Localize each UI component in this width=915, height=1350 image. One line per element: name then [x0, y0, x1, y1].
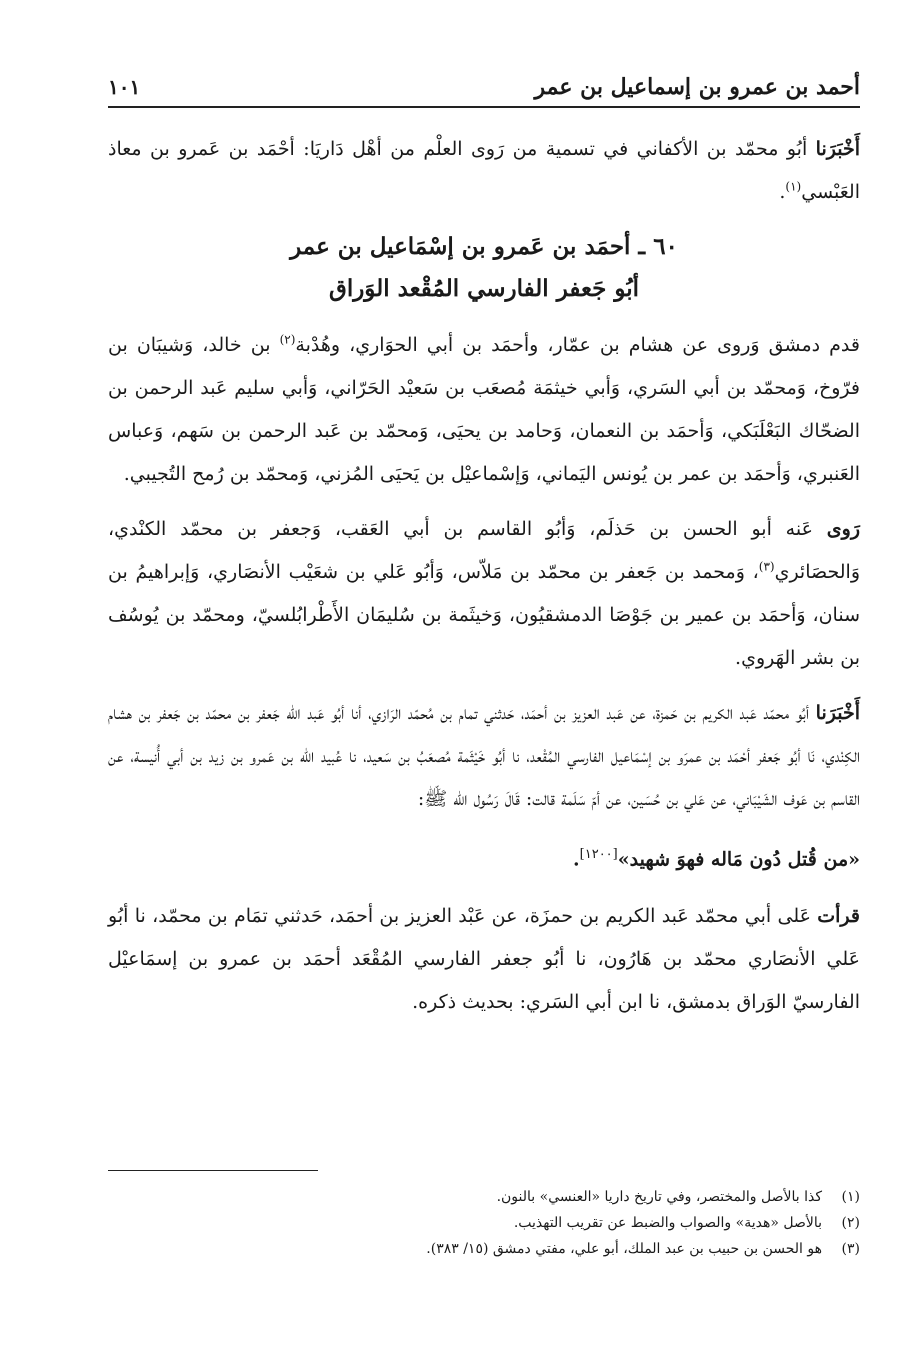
- hadith-end: .: [573, 848, 580, 871]
- page-number: ١٠١: [108, 75, 141, 99]
- previous-entry-paragraph: [108, 128, 860, 214]
- page: [108, 0, 860, 1350]
- footnote-number: (٣): [841, 1241, 860, 1257]
- entry-title-line-1: ٦٠ ـ أحمَد بن عَمرو بن إسْمَاعيل بن عمر: [290, 233, 678, 260]
- running-title: أحمد بن عمرو بن إسماعيل بن عمر: [534, 74, 860, 100]
- footnote-item: [108, 1184, 860, 1210]
- paragraph-text: قدم دمشق وَروى عن هشام بن عمّار، وأحمَد بن أبي الحوَاري، وهُدْبة: [295, 334, 860, 356]
- footnote-ref-1: (١): [785, 179, 802, 194]
- footnote-number: (١): [841, 1189, 860, 1205]
- footnote-text: هو الحسن بن حبيب بن عبد الملك، أبو علي، مفتي دمشق (١٥/ ٣٨٣).: [426, 1241, 822, 1257]
- paragraph-text-cont: بن خالد، وَشيبَان بن فرّوخ، وَمحمّد بن أبي السَري، وَأبي خيثمَة مُصعَب بن سَعيْد الحَرّاني، وَأبي سليم عَبد الرحمن بن الضحّاك البَعْلَبَكي، وَأحمَد بن النعمان، وَحامد بن يحيَى، وَمحمّد بن عَبد الرحمن بن سَهم، وَعباس العَنبري، وَأحمَد بن عمر بن يُونس اليَماني، وَإسْماعيْل بن يَحيَى المُزني، وَمحمّد بن رُمح التُجيبي.: [108, 334, 860, 485]
- hadith-number: [١٢٠٠]: [579, 847, 618, 862]
- footnote-number: (٢): [841, 1215, 860, 1231]
- footnote-item: [108, 1210, 860, 1236]
- lead-word: رَوى: [826, 518, 860, 540]
- footnote-ref-2: (٢): [279, 332, 296, 347]
- footnote-text: كذا بالأصل والمختصر، وفي تاريخ داريا «العنسي» بالنون.: [496, 1189, 822, 1205]
- footnote-item: [108, 1236, 860, 1262]
- paragraph-text: أبُو محمّد عَبد الكريم بن حَمزة، عن عَبد العزيز بن أحمَد، حَدثني تمام بن مُحمّد الرَازي، أنا أبُو عَبد اللّه جَعفر بن محمّد بن جَعفر بن هشام الكِنْدي، نَا أبُو جَعفر أحْمَد بن عمرَو بن إسْمَاعيل الفارسي المُقْعد، نا أبُو خَيْثَمة مُصعَبُ بن سَعيد، نا عُبيد اللّه بن عَمرو بن زيد بن أبي أُنيسة، عن القاسم بن عَوف الشَيْبَاني، عن عَلي بن حُسَين، عن أمّ سَلَمة قالت: قَالَ رَسُول الله ﷺ:: [108, 702, 860, 810]
- hadith-quote: «من قُتل دُون مَاله فهوَ شهيد»: [617, 848, 860, 871]
- biography-paragraph: [108, 324, 860, 496]
- lead-word: أَخْبَرَنا: [815, 138, 860, 160]
- header-rule: [108, 106, 860, 108]
- paragraph-text-cont: ، وَمحمد بن جَعفر بن محمّد بن مَلاّس، وَأبُو عَلي بن شعَيْب الأنصَاري، وَإبراهيمُ بن سنان، وَأحمَد بن عمير بن جَوْصَا الدمشقيُون، وَخيثَمة بن سُليمَان الأَطْرابُلسيّ، ومحمّد بن يُوسُف بن بشر الهَروي.: [108, 561, 860, 669]
- paragraph-end: .: [779, 181, 786, 203]
- footnote-text: بالأصل «هدية» والصواب والضبط عن تقريب التهذيب.: [513, 1215, 822, 1231]
- entry-title: [108, 226, 860, 310]
- paragraph-text: أبُو محمّد بن الأكفاني في تسمية من رَوى العلْم من أهْل دَاريَا: أحْمَد بن عَمرو بن معاذ العَبْسي: [108, 138, 860, 203]
- paragraph-text: عَلى أبي محمّد عَبد الكريم بن حمزَة، عن عَبْد العزيز بن أحمَد، حَدثني تمَام بن محمّد، نا أبُو عَلي الأنصَاري محمّد بن هَارُون، نا أبُو جعفر الفارسي المُقْعَد أحمَد بن عمرو بن إسمَاعيْل الفارسيّ الوَراق بدمشق، نا ابن أبي السَري: بحديث ذكره.: [108, 905, 860, 1014]
- lead-word: أَخْبَرَنا: [815, 702, 860, 724]
- page-body: [108, 128, 860, 1036]
- isnad-paragraph-2: [108, 895, 860, 1024]
- running-header: [108, 70, 860, 104]
- narrators-paragraph: [108, 508, 860, 680]
- paragraph-text: عَنه أبو الحسن بن حَذلَم، وَأبُو القاسم بن أبي العَقب، وَجعفر بن محمّد الكنْدي، وَالحصَائري: [108, 518, 860, 583]
- entry-title-line-2: أبُو جَعفر الفارسي المُقْعد الوَراق: [328, 275, 640, 302]
- lead-word: قرأت: [817, 905, 860, 928]
- footnote-separator: [108, 1170, 318, 1171]
- hadith-text: [108, 833, 860, 881]
- isnad-paragraph-1: [108, 692, 860, 821]
- footnotes: [108, 1184, 860, 1262]
- footnote-ref-3: (٣): [758, 559, 775, 574]
